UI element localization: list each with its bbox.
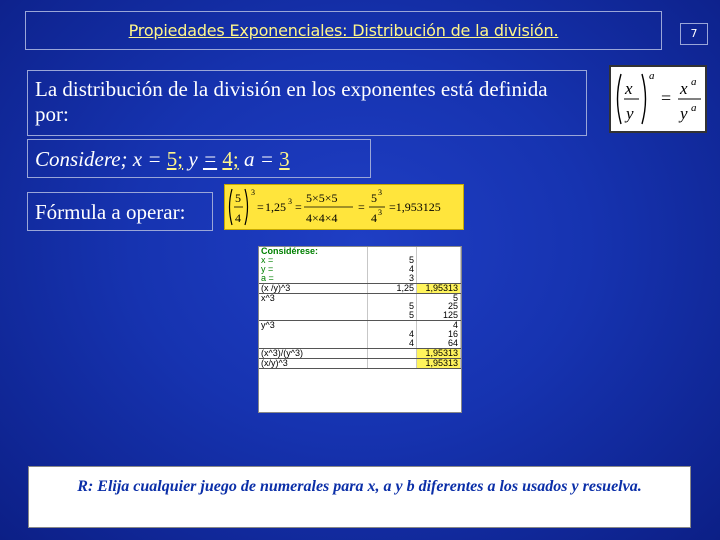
spreadsheet-cell-result: 1,95313 xyxy=(417,348,461,358)
spreadsheet-cell-value: 4 xyxy=(368,339,417,348)
spreadsheet-cell-value: 5 xyxy=(368,256,417,265)
calc-frac-den: 4 xyxy=(371,211,377,225)
spreadsheet-cell-result: 1,95313 xyxy=(417,283,461,293)
answer-box: R: Elija cualquier juego de numerales para x, a y b diferentes a los usados y resuelva. xyxy=(28,466,691,528)
formula-label: Fórmula a operar: xyxy=(35,200,186,224)
spreadsheet-row xyxy=(259,330,461,339)
y-equals: = xyxy=(202,147,218,171)
consider-text xyxy=(35,147,290,172)
calculation-graphic xyxy=(225,185,463,229)
spreadsheet-cell-result xyxy=(417,247,461,256)
spreadsheet-cell-result: 64 xyxy=(417,339,461,348)
spreadsheet-cell-label: x = xyxy=(259,256,368,265)
spreadsheet-row xyxy=(259,265,461,274)
y-label: y xyxy=(188,147,198,171)
property-formula xyxy=(609,65,707,133)
page-number: 7 xyxy=(680,23,708,45)
property-formula-graphic xyxy=(611,67,705,131)
spreadsheet-row xyxy=(259,358,461,368)
x-label: x = xyxy=(132,147,162,171)
spreadsheet-cell-value xyxy=(368,348,417,358)
spreadsheet-cell-result: 16 xyxy=(417,330,461,339)
spreadsheet-cell-value: 1,25 xyxy=(368,283,417,293)
formula-label-frame xyxy=(27,192,213,231)
spreadsheet-cell-result xyxy=(417,265,461,274)
spreadsheet-cell-value: 5 xyxy=(368,311,417,320)
calc-product-den: 4×4×4 xyxy=(306,211,338,225)
y-value: 4; xyxy=(222,147,239,171)
spreadsheet-cell-label: (x /y)^3 xyxy=(259,283,368,293)
consider-prefix: Considere; xyxy=(35,147,128,171)
formula-x-rhs: x xyxy=(680,79,688,98)
spreadsheet-row xyxy=(259,247,461,256)
spreadsheet-row xyxy=(259,311,461,320)
calculation-box xyxy=(224,184,464,230)
formula-x-lhs: x xyxy=(625,79,633,98)
spreadsheet-cell-label: y^3 xyxy=(259,321,368,330)
definition-text: La distribución de la división en los exponentes está definida por: xyxy=(35,77,548,126)
formula-a-lhs: a xyxy=(649,70,655,82)
calc-frac-den-exp: 3 xyxy=(378,208,382,217)
calc-base-num: 5 xyxy=(235,191,241,205)
title-frame xyxy=(25,11,662,50)
consider-frame xyxy=(27,139,371,178)
spreadsheet-cell-result: 125 xyxy=(417,311,461,320)
calc-equals-2: = xyxy=(295,200,302,214)
a-label: a = xyxy=(243,147,274,171)
spreadsheet-cell-result: 5 xyxy=(417,293,461,302)
spreadsheet-cell-result xyxy=(417,256,461,265)
formula-a-rhs-num: a xyxy=(691,76,697,88)
calc-exponent: 3 xyxy=(251,188,255,197)
spreadsheet-row xyxy=(259,293,461,302)
spreadsheet-row xyxy=(259,256,461,265)
spreadsheet-cell-label xyxy=(259,330,368,339)
calc-final: =1,953125 xyxy=(389,200,441,214)
spreadsheet-cell-label: y = xyxy=(259,265,368,274)
spreadsheet-cell-result: 25 xyxy=(417,302,461,311)
formula-a-rhs-den: a xyxy=(691,102,697,114)
slide-title: Propiedades Exponenciales: Distribución de la división. xyxy=(128,21,559,40)
spreadsheet-row xyxy=(259,348,461,358)
calc-power-result: 1,25 xyxy=(265,200,286,214)
calc-frac-num-exp: 3 xyxy=(378,188,382,197)
spreadsheet-row xyxy=(259,283,461,293)
spreadsheet-cell-label: Considérese: xyxy=(259,247,368,256)
formula-y-rhs: y xyxy=(680,104,688,123)
spreadsheet-row xyxy=(259,274,461,283)
spreadsheet xyxy=(258,246,462,413)
spreadsheet-cell-label: x^3 xyxy=(259,293,368,302)
spreadsheet-cell-label xyxy=(259,302,368,311)
formula-equals: = xyxy=(661,88,672,108)
spreadsheet-cell-label: (x^3)/(y^3) xyxy=(259,348,368,358)
formula-y-lhs: y xyxy=(626,104,634,123)
spreadsheet-cell-value: 4 xyxy=(368,265,417,274)
calc-equals-3: = xyxy=(358,200,365,214)
calc-equals-1: = xyxy=(257,200,264,214)
spreadsheet-cell-value: 4 xyxy=(368,330,417,339)
spreadsheet-cell-label: a = xyxy=(259,274,368,283)
spreadsheet-row xyxy=(259,302,461,311)
spreadsheet-cell-result xyxy=(417,274,461,283)
definition-frame xyxy=(27,70,587,136)
spreadsheet-table xyxy=(259,247,461,369)
spreadsheet-cell-value xyxy=(368,358,417,368)
calc-base-den: 4 xyxy=(235,211,241,225)
spreadsheet-cell-result: 1,95313 xyxy=(417,358,461,368)
x-value: 5; xyxy=(166,147,184,171)
a-value: 3 xyxy=(279,147,290,171)
spreadsheet-cell-value: 3 xyxy=(368,274,417,283)
calc-frac-num: 5 xyxy=(371,191,377,205)
spreadsheet-cell-value: 5 xyxy=(368,302,417,311)
spreadsheet-cell-label xyxy=(259,311,368,320)
spreadsheet-cell-label: (x/y)^3 xyxy=(259,358,368,368)
spreadsheet-cell-result: 4 xyxy=(417,321,461,330)
spreadsheet-row xyxy=(259,321,461,330)
calc-product-num: 5×5×5 xyxy=(306,191,338,205)
calc-power-exp: 3 xyxy=(288,197,292,206)
